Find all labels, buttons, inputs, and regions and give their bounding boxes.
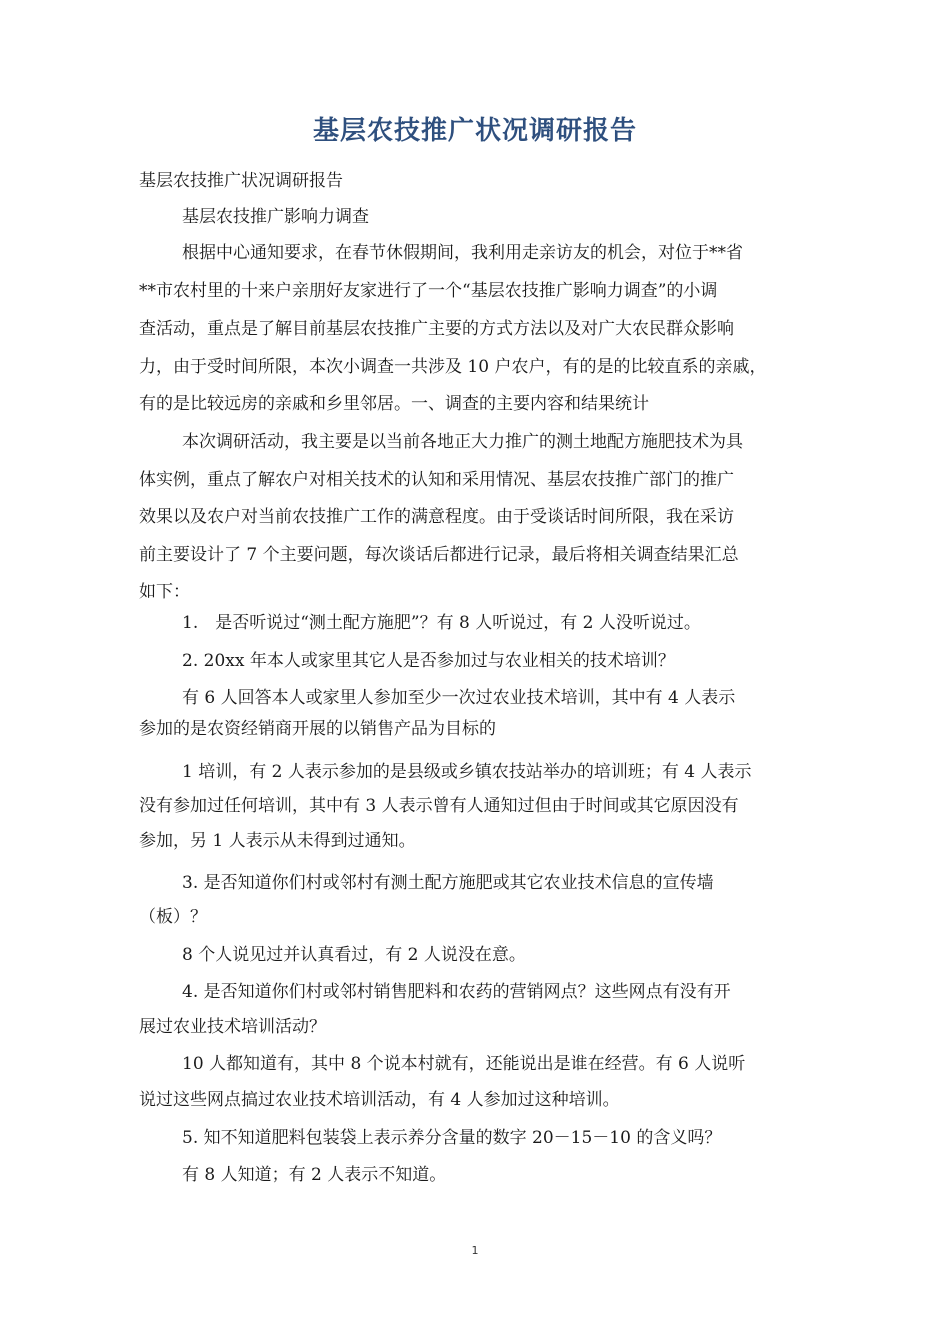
document-title: 基层农技推广状况调研报告 (312, 116, 637, 146)
paragraph-line: 前主要设计了 7 个主要问题，每次谈话后都进行记录，最后将相关调查结果汇总 (139, 545, 739, 565)
answer-line: 参加的是农资经销商开展的以销售产品为目标的 (139, 719, 496, 739)
paragraph-line: 根据中心通知要求，在春节休假期间，我利用走亲访友的机会，对位于**省 (182, 243, 743, 263)
question-line: 3. 是否知道你们村或邻村有测土配方施肥或其它农业技术信息的宣传墙 (182, 873, 714, 893)
question-line: 5. 知不知道肥料包装袋上表示养分含量的数字 20－15－10 的含义吗？ (182, 1128, 722, 1148)
paragraph-line: 如下： (139, 582, 190, 602)
question-line: 展过农业技术培训活动？ (139, 1017, 326, 1037)
question-line: （板）？ (139, 907, 207, 927)
paragraph-line: 本次调研活动，我主要是以当前各地正大力推广的测土地配方施肥技术为具 (182, 432, 743, 452)
answer-line: 说过这些网点搞过农业技术培训活动，有 4 人参加过这种培训。 (139, 1090, 620, 1110)
paragraph-line: 力，由于受时间所限，本次小调查一共涉及 10 户农户，有的是的比较直系的亲戚， (139, 357, 767, 377)
section-heading: 基层农技推广影响力调查 (182, 207, 369, 227)
question-line: 1. 是否听说过“测土配方施肥”？有 8 人听说过，有 2 人没听说过。 (182, 613, 701, 633)
answer-line: 1 培训，有 2 人表示参加的是县级或乡镇农技站举办的培训班；有 4 人表示 (182, 762, 752, 782)
answer-line: 有 6 人回答本人或家里人参加至少一次过农业技术培训，其中有 4 人表示 (182, 688, 736, 708)
answer-line: 8 个人说见过并认真看过，有 2 人说没在意。 (182, 945, 526, 965)
paragraph-line: 有的是比较远房的亲戚和乡里邻居。一、调查的主要内容和结果统计 (139, 394, 649, 414)
paragraph-line: 效果以及农户对当前农技推广工作的满意程度。由于受谈话时间所限，我在采访 (139, 507, 734, 527)
answer-line: 有 8 人知道；有 2 人表示不知道。 (182, 1165, 447, 1185)
answer-line: 参加，另 1 人表示从未得到过通知。 (139, 831, 416, 851)
paragraph-line: **市农村里的十来户亲朋好友家进行了一个“基层农技推广影响力调查”的小调 (139, 281, 718, 301)
subtitle-line: 基层农技推广状况调研报告 (139, 171, 343, 191)
answer-line: 没有参加过任何培训，其中有 3 人表示曾有人通知过但由于时间或其它原因没有 (139, 796, 739, 816)
question-line: 2. 20xx 年本人或家里其它人是否参加过与农业相关的技术培训？ (182, 651, 675, 671)
paragraph-line: 查活动，重点是了解目前基层农技推广主要的方式方法以及对广大农民群众影响 (139, 319, 734, 339)
page-number: 1 (471, 1244, 479, 1257)
question-line: 4. 是否知道你们村或邻村销售肥料和农药的营销网点？这些网点有没有开 (182, 982, 731, 1002)
answer-line: 10 人都知道有，其中 8 个说本村就有，还能说出是谁在经营。有 6 人说听 (182, 1054, 746, 1074)
paragraph-line: 体实例，重点了解农户对相关技术的认知和采用情况、基层农技推广部门的推广 (139, 470, 734, 490)
